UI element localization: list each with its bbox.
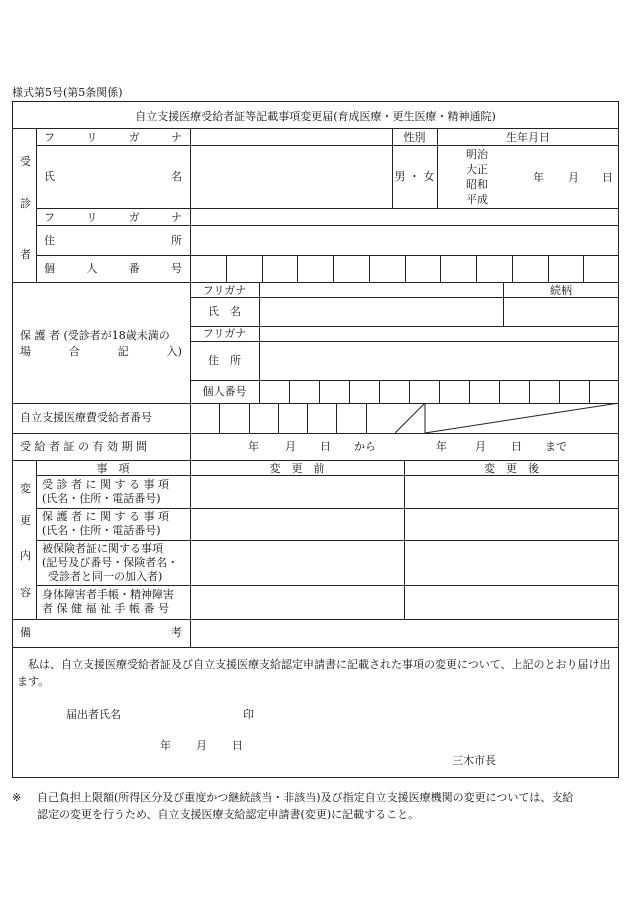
recipient-number-cell[interactable] bbox=[367, 404, 394, 432]
guardian-furigana2-field[interactable] bbox=[260, 327, 618, 340]
recipient-number-cell[interactable] bbox=[191, 404, 218, 432]
guardian-label-line2: 場 合 記 入) bbox=[20, 345, 182, 358]
guardian-id-cell[interactable] bbox=[350, 381, 378, 402]
changes-label-4: 容 bbox=[20, 586, 31, 599]
patient-id-cell[interactable] bbox=[263, 256, 297, 281]
guardian-id-cell[interactable] bbox=[260, 381, 288, 402]
change-after-4[interactable] bbox=[405, 586, 618, 618]
change-after-3[interactable] bbox=[405, 541, 618, 584]
patient-address-label: 住 所 bbox=[44, 234, 182, 247]
patient-furigana2-field[interactable] bbox=[191, 209, 618, 224]
patient-id-cell[interactable] bbox=[549, 256, 583, 281]
era-showa[interactable]: 昭和 bbox=[466, 178, 488, 191]
changes-before-header: 変 更 前 bbox=[269, 462, 325, 475]
patient-furigana2-label: フ リ ガ ナ bbox=[44, 211, 182, 224]
change-item-2-line1: 保 護 者 に 関 す る 事 項 bbox=[42, 510, 169, 523]
patient-id-cell[interactable] bbox=[513, 256, 547, 281]
note-mark: ※ bbox=[12, 791, 22, 804]
patient-furigana-field[interactable] bbox=[191, 129, 391, 144]
guardian-furigana-label: フリガナ bbox=[202, 284, 247, 297]
birth-month-label: 月 bbox=[568, 171, 579, 184]
changes-label-2: 更 bbox=[20, 514, 31, 527]
guardian-id-cell[interactable] bbox=[290, 381, 318, 402]
patient-id-cell[interactable] bbox=[227, 256, 261, 281]
guardian-id-cell[interactable] bbox=[320, 381, 348, 402]
seal-mark: 印 bbox=[243, 708, 254, 721]
patient-section-label-2: 診 bbox=[20, 197, 31, 210]
patient-address-field[interactable] bbox=[191, 226, 618, 254]
change-item-2-line2: (氏名・住所・電話番号) bbox=[42, 524, 161, 537]
change-before-2[interactable] bbox=[191, 509, 403, 539]
recipient-number-cell[interactable] bbox=[337, 404, 364, 432]
patient-section-label-3: 者 bbox=[20, 248, 31, 261]
change-item-1-line1: 受 診 者 に 関 す る 事 項 bbox=[42, 478, 169, 491]
recipient-number-cell[interactable] bbox=[250, 404, 277, 432]
change-item-3-line1: 被保険者証に関する事項 bbox=[42, 542, 163, 555]
guardian-label-line1: 保 護 者 (受診者が18歳未満の bbox=[20, 329, 170, 342]
guardian-address-label: 住 所 bbox=[208, 354, 241, 367]
remarks-field[interactable] bbox=[191, 620, 618, 646]
changes-label-3: 内 bbox=[20, 549, 31, 562]
birth-year-label: 年 bbox=[533, 171, 544, 184]
change-item-3-line3: 受診者と同一の加入者) bbox=[48, 570, 163, 583]
change-before-1[interactable] bbox=[191, 476, 403, 507]
addressee: 三木市長 bbox=[452, 754, 496, 767]
guardian-address-field[interactable] bbox=[260, 342, 618, 379]
recipient-number-label: 自立支援医療費受給者番号 bbox=[20, 411, 152, 424]
guardian-id-cell[interactable] bbox=[470, 381, 498, 402]
patient-furigana-label: フ リ ガ ナ bbox=[44, 131, 182, 144]
change-item-1-line2: (氏名・住所・電話番号) bbox=[42, 492, 161, 505]
guardian-furigana2-label: フリガナ bbox=[202, 327, 247, 340]
patient-name-label: 氏 名 bbox=[44, 170, 182, 183]
validity-label: 受 給 者 証 の 有 効 期 間 bbox=[20, 440, 147, 453]
guardian-id-label: 個人番号 bbox=[202, 385, 247, 398]
guardian-name-label: 氏 名 bbox=[208, 305, 241, 318]
form-number: 様式第5号(第5条関係) bbox=[12, 86, 123, 99]
recipient-number-diagonals bbox=[395, 403, 619, 433]
recipient-number-cell[interactable] bbox=[220, 404, 247, 432]
change-before-4[interactable] bbox=[191, 586, 403, 618]
remarks-label: 備 考 bbox=[20, 626, 182, 639]
patient-id-cell[interactable] bbox=[477, 256, 511, 281]
gender-header: 性別 bbox=[403, 131, 426, 144]
guardian-id-cell[interactable] bbox=[440, 381, 468, 402]
recipient-number-cell[interactable] bbox=[279, 404, 306, 432]
guardian-id-cell[interactable] bbox=[560, 381, 588, 402]
guardian-id-cell[interactable] bbox=[380, 381, 408, 402]
era-meiji[interactable]: 明治 bbox=[466, 148, 488, 161]
era-taisho[interactable]: 大正 bbox=[466, 163, 488, 176]
change-item-3-line2: (記号及び番号・保険者名・ bbox=[42, 556, 179, 569]
patient-id-cell[interactable] bbox=[406, 256, 440, 281]
note-line1: 自己負担上限額(所得区分及び重度かつ継続該当・非該当)及び指定自立支援医療機関の変更については、支給 bbox=[37, 791, 574, 804]
guardian-name-field[interactable] bbox=[260, 298, 502, 325]
recipient-number-cell[interactable] bbox=[308, 404, 335, 432]
declaration-text: 私は、自立支援医療受給者証及び自立支援医療支給認定申請書に記載された事項の変更について、上記のとおり届け出ます。 bbox=[17, 658, 611, 688]
change-before-3[interactable] bbox=[191, 541, 403, 584]
patient-id-cell[interactable] bbox=[584, 256, 618, 281]
changes-item-header: 事 項 bbox=[96, 462, 130, 475]
changes-label-1: 変 bbox=[20, 482, 31, 495]
note-line2: 認定の変更を行うため、自立支援医療支給認定申請書(変更)に記載すること。 bbox=[37, 808, 420, 821]
patient-id-cell[interactable] bbox=[370, 256, 404, 281]
patient-id-label: 個 人 番 号 bbox=[44, 262, 182, 275]
patient-id-cell[interactable] bbox=[298, 256, 332, 281]
gender-value[interactable]: 男 ・ 女 bbox=[394, 170, 435, 183]
patient-section-label-1: 受 bbox=[20, 155, 31, 168]
changes-after-header: 変 更 後 bbox=[484, 462, 539, 475]
form-title: 自立支援医療受給者証等記載事項変更届(育成医療・更生医療・精神通院) bbox=[135, 110, 496, 123]
guardian-id-cell[interactable] bbox=[530, 381, 558, 402]
change-item-4-line2: 者 保 健 福 祉 手 帳 番 号 bbox=[42, 602, 169, 615]
change-after-2[interactable] bbox=[405, 509, 618, 539]
patient-id-cell[interactable] bbox=[334, 256, 368, 281]
applicant-label: 届出者氏名 bbox=[66, 708, 121, 721]
patient-id-cell[interactable] bbox=[441, 256, 475, 281]
guardian-relation-label: 続柄 bbox=[550, 284, 572, 297]
guardian-id-cell[interactable] bbox=[410, 381, 438, 402]
patient-name-field[interactable] bbox=[191, 146, 391, 207]
birthdate-header: 生年月日 bbox=[506, 131, 550, 144]
birth-day-label: 日 bbox=[602, 171, 613, 184]
guardian-relation-field[interactable] bbox=[504, 298, 618, 325]
change-item-4-line1: 身体障害者手帳・精神障害 bbox=[42, 588, 174, 601]
patient-id-cell[interactable] bbox=[191, 256, 225, 281]
change-after-1[interactable] bbox=[405, 476, 618, 507]
guardian-id-cell[interactable] bbox=[590, 381, 618, 402]
guardian-id-cell[interactable] bbox=[500, 381, 528, 402]
applicant-name-field[interactable] bbox=[130, 704, 240, 722]
guardian-furigana-field[interactable] bbox=[260, 283, 502, 296]
era-heisei[interactable]: 平成 bbox=[466, 193, 488, 206]
